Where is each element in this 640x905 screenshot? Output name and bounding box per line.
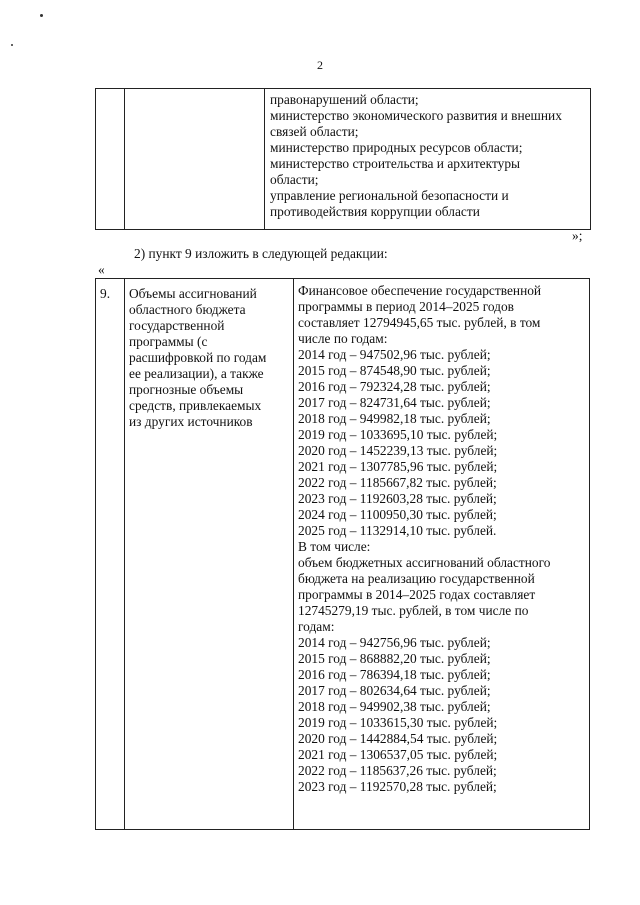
text-line: 2022 год – 1185637,26 тыс. рублей; xyxy=(298,763,497,778)
text-line: Финансовое обеспечение государственной xyxy=(298,283,542,298)
table-cell-name xyxy=(125,89,265,230)
text-line: 2021 год – 1306537,05 тыс. рублей; xyxy=(298,747,498,762)
text-line: 2017 год – 824731,64 тыс. рублей; xyxy=(298,395,491,410)
text-line: программы в период 2014–2025 годов xyxy=(298,299,514,314)
text-line: объем бюджетных ассигнований областного xyxy=(298,555,551,570)
text-line: областного бюджета xyxy=(129,302,246,317)
text-line: 2024 год – 1100950,30 тыс. рублей; xyxy=(298,507,497,522)
opening-quote: « xyxy=(98,262,105,277)
item-name xyxy=(125,279,294,830)
text-line: программы (с xyxy=(129,334,208,349)
text-line: 2017 год – 802634,64 тыс. рублей; xyxy=(298,683,491,698)
text-line: противодействия коррупции области xyxy=(270,204,480,219)
text-line: прогнозные объемы xyxy=(129,382,244,397)
table-cell-number xyxy=(96,89,125,230)
text-line: области; xyxy=(270,172,319,187)
text-line: государственной xyxy=(129,318,225,333)
text-line: 2019 год – 1033615,30 тыс. рублей; xyxy=(298,715,498,730)
text-line: 2021 год – 1307785,96 тыс. рублей; xyxy=(298,459,498,474)
text-line: средств, привлекаемых xyxy=(129,398,262,413)
text-line: 2022 год – 1185667,82 тыс. рублей; xyxy=(298,475,497,490)
item-number: 9. xyxy=(96,279,125,830)
text-line: из других источников xyxy=(129,414,253,429)
text-line: связей области; xyxy=(270,124,359,139)
text-line: ее реализации), а также xyxy=(129,366,264,381)
text-line: расшифровкой по годам xyxy=(129,350,267,365)
text-line: 2023 год – 1192603,28 тыс. рублей; xyxy=(298,491,497,506)
text-line: 12745279,19 тыс. рублей, в том числе по xyxy=(298,603,529,618)
text-line: 2015 год – 874548,90 тыс. рублей; xyxy=(298,363,491,378)
text-line: правонарушений области; xyxy=(270,92,419,107)
table-cell-executors xyxy=(265,89,591,230)
page-number: 2 xyxy=(317,58,323,72)
text-line: 2014 год – 947502,96 тыс. рублей; xyxy=(298,347,491,362)
executors-list xyxy=(270,92,588,220)
table-row xyxy=(96,279,590,830)
text-line: 2019 год – 1033695,10 тыс. рублей; xyxy=(298,427,498,442)
text-line: В том числе: xyxy=(298,539,371,554)
text-line: 2023 год – 1192570,28 тыс. рублей; xyxy=(298,779,497,794)
text-line: 2018 год – 949902,38 тыс. рублей; xyxy=(298,699,491,714)
text-line: министерство экономического развития и внешних xyxy=(270,108,562,123)
closing-quote: »; xyxy=(572,228,583,243)
item-value xyxy=(294,279,590,830)
table-row xyxy=(96,89,591,230)
text-line: программы в 2014–2025 годах составляет xyxy=(298,587,536,602)
amendment-instruction: 2) пункт 9 изложить в следующей редакции: xyxy=(134,246,388,261)
text-line: 2015 год – 868882,20 тыс. рублей; xyxy=(298,651,491,666)
text-line: числе по годам: xyxy=(298,331,388,346)
text-line: 2014 год – 942756,96 тыс. рублей; xyxy=(298,635,491,650)
text-line: 2020 год – 1452239,13 тыс. рублей; xyxy=(298,443,498,458)
text-line: 2018 год – 949982,18 тыс. рублей; xyxy=(298,411,491,426)
text-line: 2016 год – 792324,28 тыс. рублей; xyxy=(298,379,491,394)
scan-speck xyxy=(40,14,43,17)
text-line: министерство природных ресурсов области; xyxy=(270,140,523,155)
passport-table xyxy=(95,278,590,830)
continued-table xyxy=(95,88,591,230)
text-line: 2020 год – 1442884,54 тыс. рублей; xyxy=(298,731,498,746)
scan-speck xyxy=(11,44,13,46)
text-line: 2016 год – 786394,18 тыс. рублей; xyxy=(298,667,491,682)
text-line: составляет 12794945,65 тыс. рублей, в том xyxy=(298,315,541,330)
text-line: министерство строительства и архитектуры xyxy=(270,156,521,171)
text-line: 2025 год – 1132914,10 тыс. рублей. xyxy=(298,523,497,538)
text-line: управление региональной безопасности и xyxy=(270,188,509,203)
text-line: Объемы ассигнований xyxy=(129,286,257,301)
text-line: бюджета на реализацию государственной xyxy=(298,571,535,586)
text-line: годам: xyxy=(298,619,335,634)
